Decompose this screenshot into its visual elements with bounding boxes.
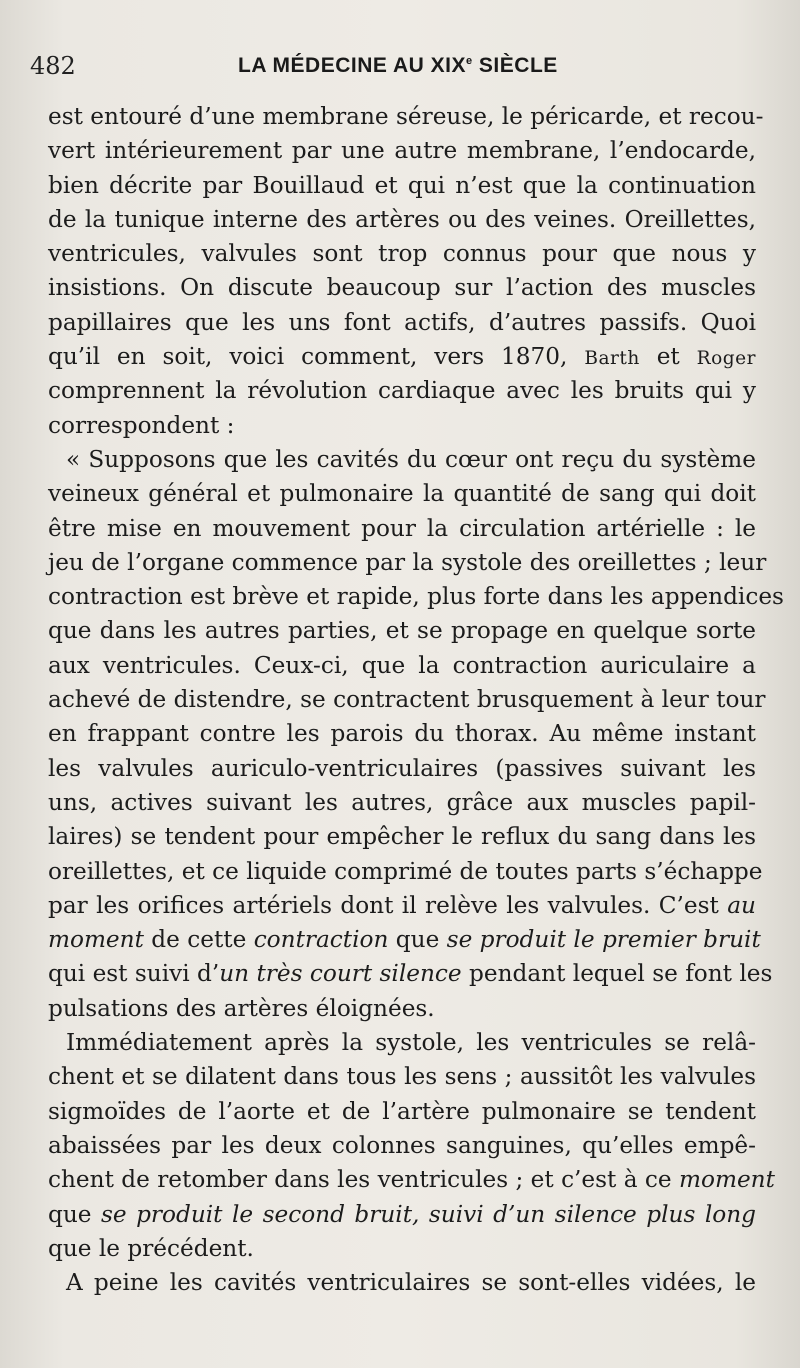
text-line: que se produit le second bruit, suivi d’un silence plus long bbox=[48, 1200, 756, 1228]
text-line: bien décrite par Bouillaud et qui n’est que la continuation bbox=[48, 171, 756, 199]
text-line: est entouré d’une membrane séreuse, le péricarde, et recou- bbox=[48, 103, 764, 130]
text-line: ventricules, valvules sont trop connus pour que nous y bbox=[48, 240, 756, 268]
running-title: LA MÉDECINE AU XIXe SIÈCLE bbox=[238, 54, 558, 77]
text-line: correspondent : bbox=[48, 411, 235, 439]
page-header bbox=[30, 52, 760, 88]
text-line: abaissées par les deux colonnes sanguines, qu’elles empê- bbox=[48, 1131, 756, 1159]
text-line: contraction est brève et rapide, plus forte dans les appendices bbox=[48, 583, 784, 611]
author-name-barth: Barth bbox=[584, 348, 640, 370]
text-line: veineux général et pulmonaire la quantité de sang qui doit bbox=[48, 480, 756, 508]
text-line: vert intérieurement par une autre membrane, l’endocarde, bbox=[48, 137, 756, 165]
author-name-roger: Roger bbox=[696, 348, 757, 370]
text-line: qui est suivi d’un très court silence pendant lequel se font les bbox=[48, 960, 773, 988]
text-line: oreillettes, et ce liquide comprimé de toutes parts s’échappe bbox=[48, 857, 763, 885]
text-line: A peine les cavités ventriculaires se sont-elles vidées, le bbox=[66, 1269, 756, 1297]
text-line: comprennent la révolution cardiaque avec les bruits qui y bbox=[48, 377, 756, 405]
text-line: chent et se dilatent dans tous les sens ; aussitôt les valvules bbox=[48, 1063, 756, 1091]
text-line: être mise en mouvement pour la circulation artérielle : le bbox=[48, 514, 756, 542]
text-line: chent de retomber dans les ventricules ; et c’est à ce moment bbox=[48, 1166, 775, 1194]
text-line: de la tunique interne des artères ou des veines. Oreillettes, bbox=[48, 205, 756, 233]
body-text bbox=[48, 100, 784, 1300]
text-line: par les orifices artériels dont il relève les valvules. C’est au bbox=[48, 891, 756, 919]
text-line: « Supposons que les cavités du cœur ont reçu du système bbox=[66, 445, 756, 473]
text-line: qu’il en soit, voici comment, vers 1870, Barth et Roger bbox=[48, 343, 757, 371]
text-line: les valvules auriculo-ventriculaires (passives suivant les bbox=[48, 754, 756, 782]
text-line: achevé de distendre, se contractent brusquement à leur tour bbox=[48, 686, 766, 714]
text-line: que le précédent. bbox=[48, 1234, 254, 1262]
text-line: insistions. On discute beaucoup sur l’action des muscles bbox=[48, 274, 756, 302]
page-number: 482 bbox=[30, 52, 76, 80]
text-line: aux ventricules. Ceux-ci, que la contraction auriculaire a bbox=[48, 651, 756, 679]
text-line: laires) se tendent pour empêcher le reflux du sang dans les bbox=[48, 823, 756, 851]
text-line: moment de cette contraction que se produit le premier bruit bbox=[48, 926, 761, 954]
text-line: Immédiatement après la systole, les ventricules se relâ- bbox=[66, 1029, 756, 1057]
text-line: pulsations des artères éloignées. bbox=[48, 994, 435, 1022]
text-line: que dans les autres parties, et se propage en quelque sorte bbox=[48, 617, 756, 645]
text-line: jeu de l’organe commence par la systole des oreillettes ; leur bbox=[48, 548, 767, 576]
text-line: en frappant contre les parois du thorax. Au même instant bbox=[48, 720, 756, 748]
text-line: sigmoïdes de l’aorte et de l’artère pulmonaire se tendent bbox=[48, 1097, 756, 1125]
text-line: uns, actives suivant les autres, grâce aux muscles papil- bbox=[48, 788, 756, 816]
text-line: papillaires que les uns font actifs, d’autres passifs. Quoi bbox=[48, 308, 756, 336]
